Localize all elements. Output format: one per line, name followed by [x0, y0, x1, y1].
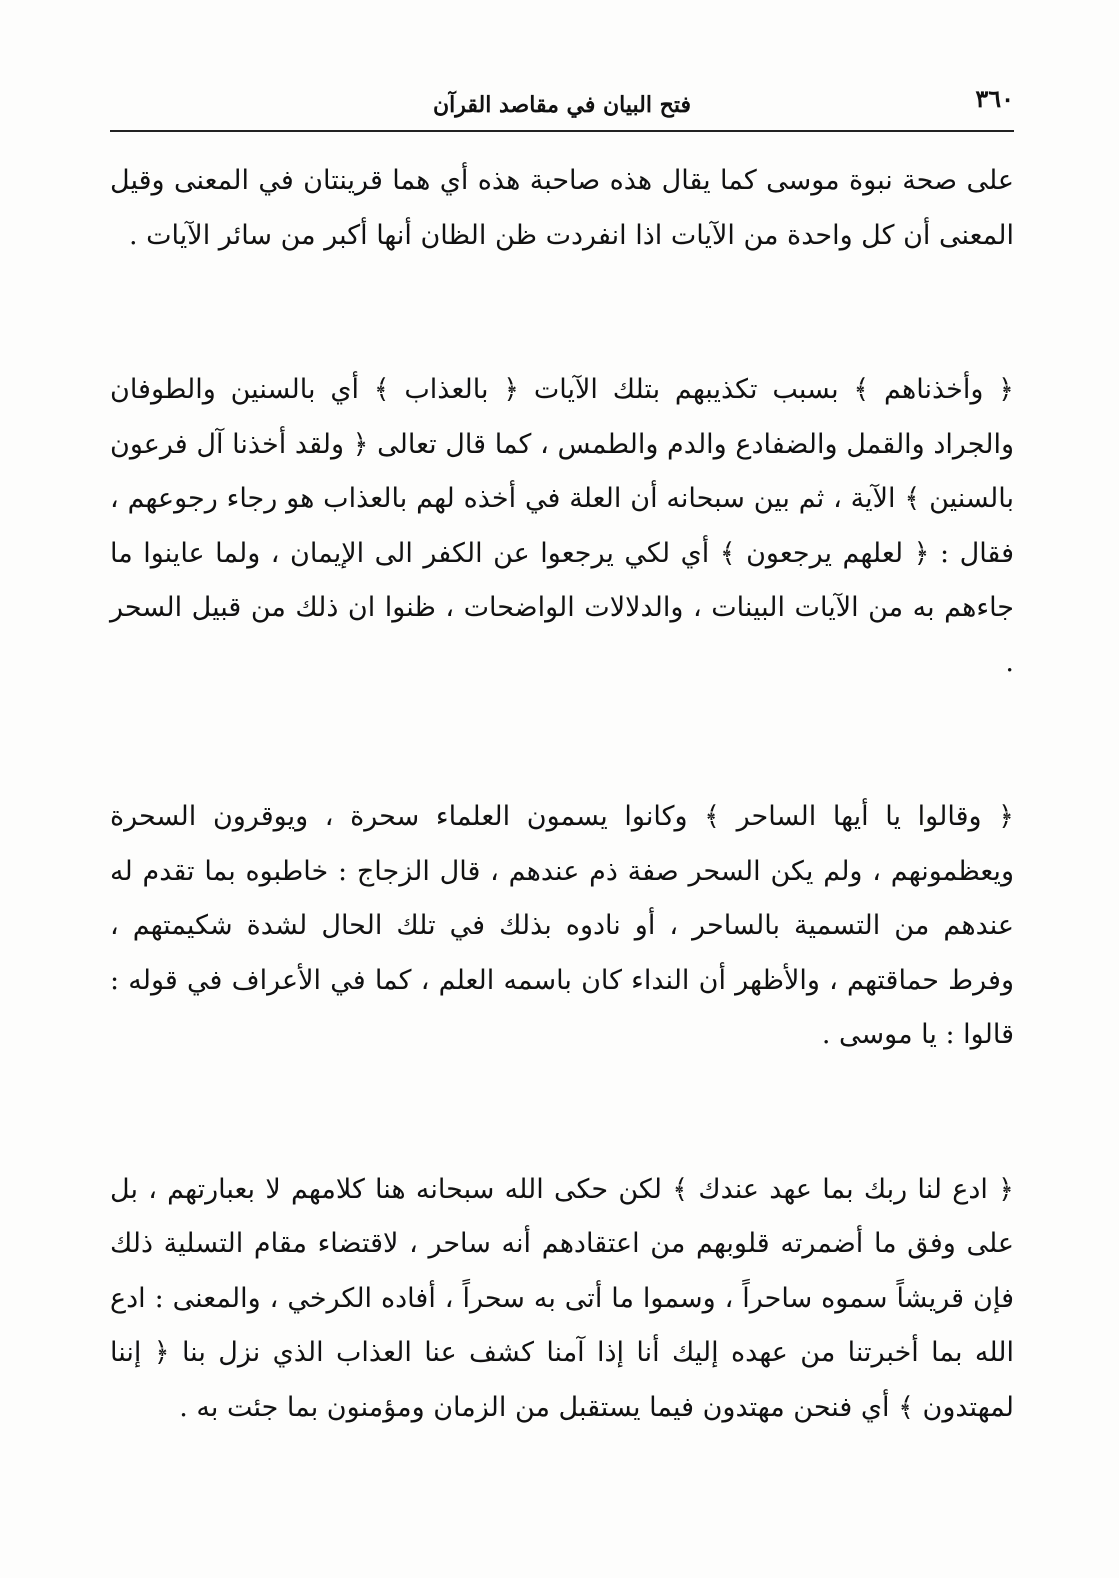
header-rule [110, 130, 1014, 132]
paragraph-2: ﴿ وأخذناهم ﴾ بسبب تكذيبهم بتلك الآيات ﴿ بالعذاب ﴾ أي بالسنين والطوفان والجراد والقمل والضفادع والدم والطمس ، كما قال تعالى ﴿ ولقد أخذنا آل فرعون بالسنين ﴾ الآية ، ثم بين سبحانه أن العلة في أخذه لهم بالعذاب هو رجاء رجوعهم ، فقال : ﴿ لعلهم يرجعون ﴾ أي لكي يرجعوا عن الكفر الى الإيمان ، ولما عاينوا ما جاءهم به من الآيات البينات ، والدلالات الواضحات ، ظنوا ان ذلك من قبيل السحر . [110, 374, 1014, 678]
paragraph-1: على صحة نبوة موسى كما يقال هذه صاحبة هذه أي هما قرينتان في المعنى وقيل المعنى أن كل واحدة من الآيات اذا انفردت ظن الظان أنها أكبر من سائر الآيات . [110, 165, 1014, 251]
page-number: ٣٦٠ [975, 84, 1014, 113]
paragraph-3: ﴿ وقالوا يا أيها الساحر ﴾ وكانوا يسمون العلماء سحرة ، ويوقرون السحرة ويعظمونهم ، ولم يكن السحر صفة ذم عندهم ، قال الزجاج : خاطبوه بما تقدم له عندهم من التسمية بالساحر ، أو نادوه بذلك في تلك الحال لشدة شكيمتهم ، وفرط حماقتهم ، والأظهر أن النداء كان باسمه العلم ، كما في الأعراف في قوله : قالوا : يا موسى . [110, 801, 1014, 1050]
running-title: فتح البيان في مقاصد القرآن [433, 92, 691, 118]
paragraph-gap [110, 690, 1014, 790]
page-header [110, 84, 1014, 128]
paragraph-gap [110, 1063, 1014, 1163]
body-text [110, 154, 1014, 1435]
paragraph-gap [110, 263, 1014, 363]
paragraph-4: ﴿ ادع لنا ربك بما عهد عندك ﴾ لكن حكى الله سبحانه هنا كلامهم لا بعبارتهم ، بل على وفق ما أضمرته قلوبهم من اعتقادهم أنه ساحر ، لاقتضاء مقام التسلية ذلك فإن قريشاً سموه ساحراً ، وسموا ما أتى به سحراً ، أفاده الكرخي ، والمعنى : ادع الله بما أخبرتنا من عهده إليك أنا إذا آمنا كشف عنا العذاب الذي نزل بنا ﴿ إننا لمهتدون ﴾ أي فنحن مهتدون فيما يستقبل من الزمان ومؤمنون بما جئت به . [110, 1173, 1014, 1423]
